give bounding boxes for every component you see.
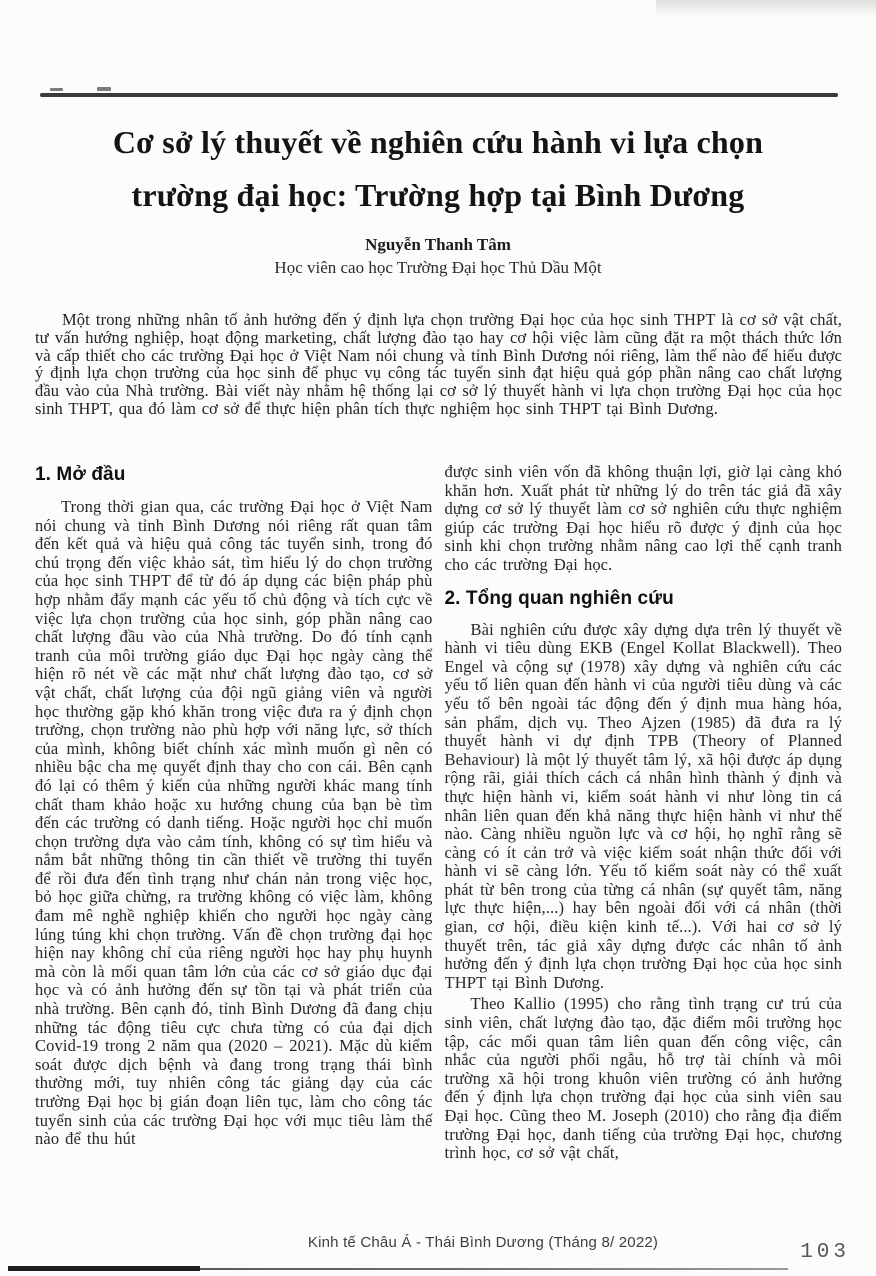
author-name: Nguyễn Thanh Tâm xyxy=(365,235,511,254)
section-2-heading: 2. Tổng quan nghiên cứu xyxy=(444,587,674,609)
right-column xyxy=(445,463,843,1225)
journal-name-footer: Kinh tế Châu Á - Thái Bình Dương (Tháng 8/ 2022) xyxy=(307,1234,659,1251)
footer-rule-dark-segment xyxy=(8,1266,200,1271)
article-title xyxy=(0,116,876,222)
header-rule xyxy=(40,93,838,97)
scan-speck xyxy=(97,87,111,91)
page-number: 103 xyxy=(800,1241,850,1264)
left-column xyxy=(35,463,433,1225)
section-1-heading: 1. Mở đầu xyxy=(35,464,126,485)
section-2-paragraph-2: Theo Kallio (1995) cho rằng tình trạng cư trú của sinh viên, chất lượng đào tạo, đặc điểm môi trường học tập, các mối quan tâm liên quan đến công việc, cân nhắc của người phối ngẫu, hỗ trợ tài chính và môi trường xã hội trong khuôn viên trường có ảnh hưởng đến ý định lựa chọn trường đại học của sinh viên sau Đại học. Cũng theo M. Joseph (2010) cho rằng địa điểm trường Đại học, danh tiếng của trường Đại học, chương trình học, cơ sở vật chất, xyxy=(444,994,842,1163)
section-2-paragraph-1: Bài nghiên cứu được xây dựng dựa trên lý thuyết về hành vi tiêu dùng EKB (Engel Kollat Blackwell). Theo Engel và cộng sự (1978) xây dựng và nghiên cứu các yếu tố liên quan đến hành vi của người tiêu dùng và các yếu tố bên ngoài tác động đến ý định mua hàng hóa, sản phẩm, dịch vụ. Theo Ajzen (1985) đã đưa ra lý thuyết hành vi dự định TPB (Theory of Planned Behaviour) là một lý thuyết tâm lý, xã hội được áp dụng rộng rãi, giải thích cách cá nhân hình thành ý định và thực hiện hành vi, kiểm soát hành vi như lòng tin cá nhân liên quan đến khả năng thực hiện hành vi như thế nào. Càng nhiều nguồn lực và cơ hội, họ nghĩ rằng sẽ càng có ít cản trở và việc kiểm soát nhận thức đối với hành vi sẽ càng lớn. Yếu tố kiểm soát này có thể xuất phát từ bên trong của từng cá nhân (sự quyết tâm, năng lực thực hiện,...) hay bên ngoài đối với cá nhân (thời gian, cơ hội, điều kiện kinh tế...). Với hai cơ sở lý thuyết trên, tác giả xây dựng được các nhân tố ảnh hưởng đến ý định lựa chọn trường Đại học của học sinh THPT tại Bình Dương. xyxy=(444,619,842,992)
title-line-2: trường đại học: Trường hợp tại Bình Dương xyxy=(131,177,745,213)
section-1-paragraph: Trong thời gian qua, các trường Đại học ở Việt Nam nói chung và tỉnh Bình Dương nói riêng rất quan tâm đến kết quả và hiệu quả công tác tuyển sinh, trong đó chú trọng đến việc khảo sát, tìm hiểu lý do chọn trường của học sinh THPT để từ đó áp dụng các biện pháp phù hợp nhằm đẩy mạnh các yếu tố chủ động và tích cực về việc lựa chọn trường của học sinh, góp phần nâng cao chất lượng đầu vào của Nhà trường. Do đó tính cạnh tranh của môi trường giáo dục Đại học ngày càng thể hiện rõ nét về các mặt như chất lượng đào tạo, cơ sở vật chất, chất lượng của đội ngũ giảng viên và người học thường gặp khó khăn trong việc đưa ra ý định chọn trường, chọn trường nào phù hợp với năng lực, sở thích của mình, không biết chính xác mình muốn gì nên có nhiều bậc cha mẹ quyết định thay cho con cái. Bên cạnh đó lại có thêm ý kiến của những người khác mang tính chất tham khảo hoặc xu hướng chung của bạn bè tìm đến các trường có danh tiếng. Hoặc người học chỉ muốn chọn trường dựa vào cảm tính, không có sự tìm hiểu và nắm bắt những thông tin cần thiết về trường thi tuyển để rồi đưa đến tình trạng như chán nản trong việc học, bỏ học giữa chừng, ra trường không có việc làm, không đam mê nghề nghiệp khiến cho người học ngày càng lúng túng khi chọn trường. Vấn đề chọn trường đại học hiện nay không chỉ của riêng người học hay phụ huynh mà còn là mối quan tâm lớn của các cơ sở giáo dục đại học và có ảnh hưởng đến sự tồn tại và phát triển của nhà trường. Bên cạnh đó, tỉnh Bình Dương đã đang chịu những tác động tiêu cực chưa từng có của đại dịch Covid-19 trong 2 năm qua (2020 – 2021). Mặc dù kiểm soát được dịch bệnh và đang trong trạng thái bình thường mới, tuy nhiên công tác giảng dạy của các trường Đại học bị gián đoạn liên tục, làm cho công tác tuyển sinh của các trường Đại học với mục tiêu làm thế nào để thu hút xyxy=(35,497,433,1149)
scan-speck xyxy=(50,88,63,91)
section-1-continuation-paragraph: được sinh viên vốn đã không thuận lợi, giờ lại càng khó khăn hơn. Xuất phát từ những lý do trên tác giả đã xây dựng cơ sở lý thuyết làm cơ sở nghiên cứu thực nghiệm giúp các trường Đại học hiểu rõ được ý định của học sinh khi chọn trường nhằm nâng cao lợi thế cạnh tranh cho các trường Đại học. xyxy=(444,463,842,574)
author-affiliation: Học viên cao học Trường Đại học Thủ Dầu Một xyxy=(274,258,602,277)
title-line-1: Cơ sở lý thuyết về nghiên cứu hành vi lựa chọn xyxy=(112,124,764,160)
abstract-paragraph: Một trong những nhân tố ảnh hưởng đến ý định lựa chọn trường Đại học của học sinh THPT là cơ sở vật chất, tư vấn hướng nghiệp, hoạt động marketing, chất lượng đào tạo hay cơ hội việc làm cũng đặt ra một thách thức lớn và cấp thiết cho các trường Đại học ở Việt Nam nói chung và tỉnh Bình Dương nói riêng, làm thế nào để hiểu được ý định lựa chọn trường của học sinh để phục vụ công tác tuyển sinh đạt hiệu quả góp phần nâng cao chất lượng đầu vào của Nhà trường. Bài viết này nhằm hệ thống lại cơ sở lý thuyết hành vi lựa chọn trường Đại học của học sinh THPT, qua đó làm cơ sở để thực hiện phân tích thực nghiệm học sinh THPT tại Bình Dương. xyxy=(35,310,842,418)
two-column-body xyxy=(35,463,842,1225)
scan-smudge xyxy=(656,0,876,16)
